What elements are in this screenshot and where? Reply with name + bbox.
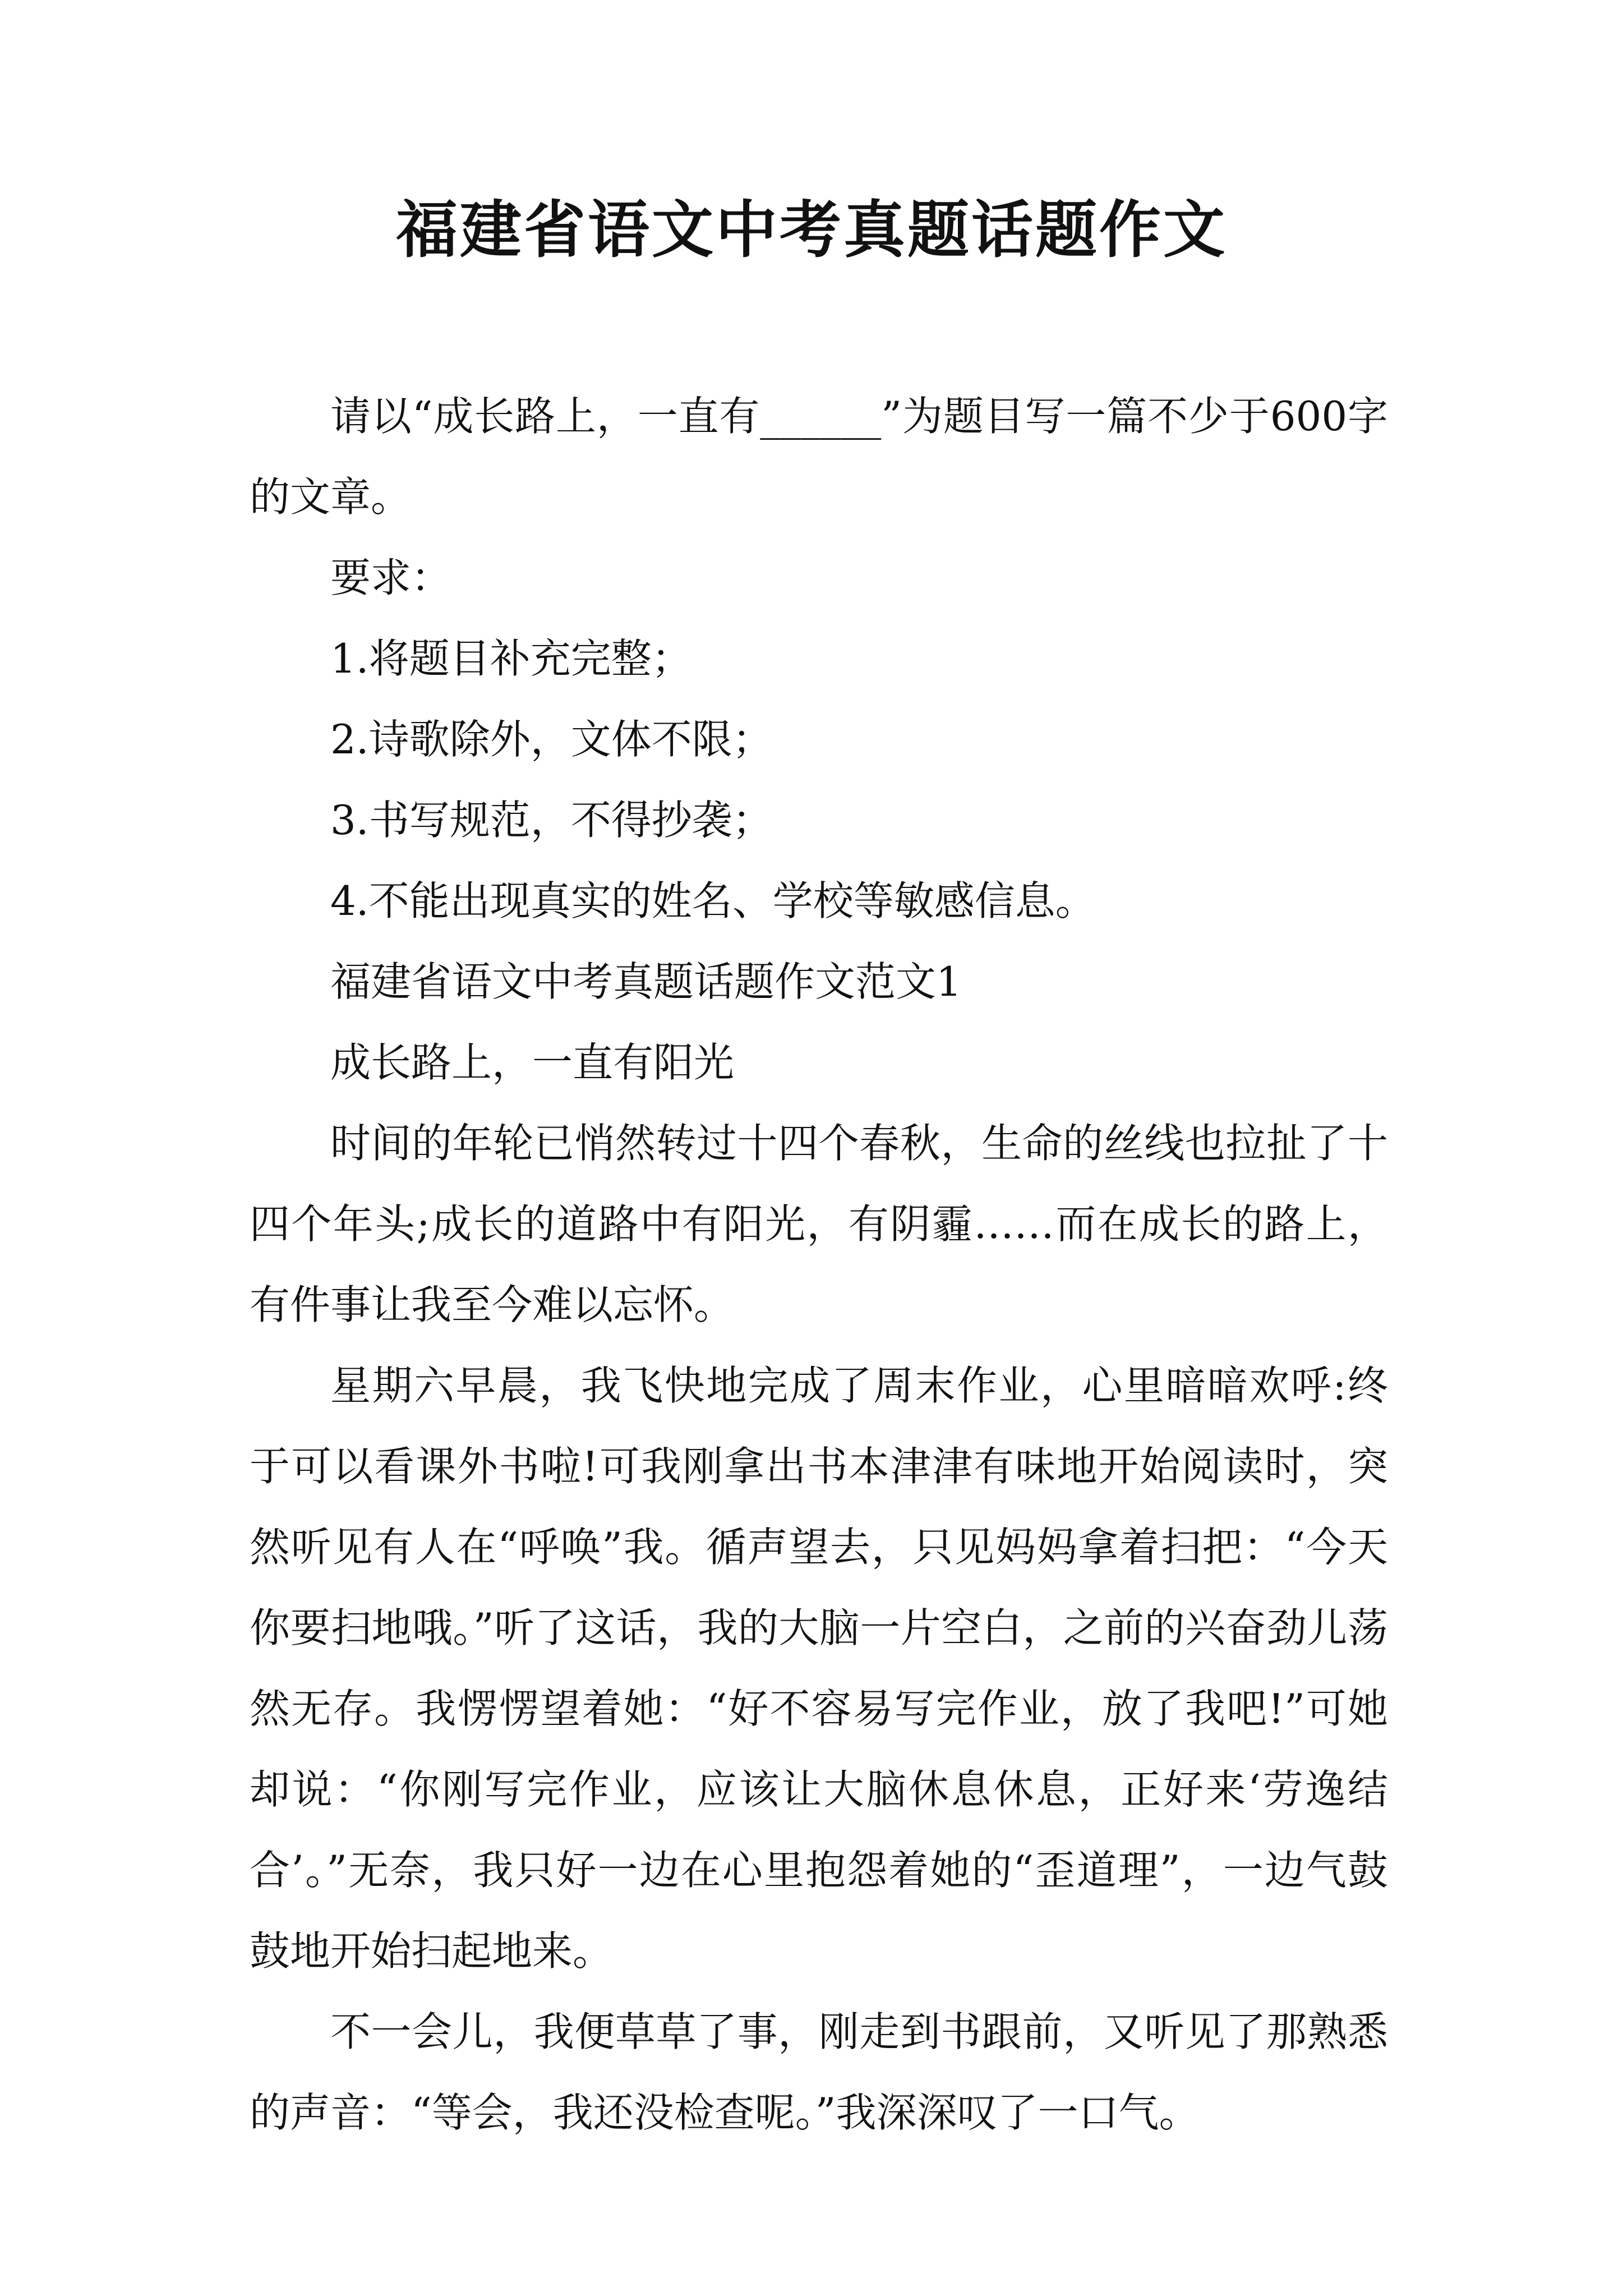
requirements-heading: 要求： bbox=[330, 554, 452, 601]
document-body bbox=[250, 376, 1388, 2153]
requirement-item-3: 3.书写规范，不得抄袭； bbox=[330, 797, 773, 844]
requirement-item-4: 4.不能出现真实的姓名、学校等敏感信息。 bbox=[330, 877, 1096, 924]
prompt-paragraph: 请以“成长路上，一直有______”为题目写一篇不少于600字的文章。 bbox=[250, 393, 1388, 521]
essay-paragraph-1: 时间的年轮已悄然转过十四个春秋，生命的丝线也拉扯了十四个年头;成长的道路中有阳光，有阴霾……而在成长的路上，有件事让我至今难以忘怀。 bbox=[250, 1120, 1388, 1328]
essay-title: 成长路上，一直有阳光 bbox=[330, 1039, 735, 1086]
requirement-item-1: 1.将题目补充完整； bbox=[330, 635, 692, 682]
essay-paragraph-2: 星期六早晨，我飞快地完成了周末作业，心里暗暗欢呼:终于可以看课外书啦!可我刚拿出书本津津有味地开始阅读时，突然听见有人在“呼唤”我。循声望去，只见妈妈拿着扫把：“今天你要扫地哦。”听了这话，我的大脑一片空白，之前的兴奋劲儿荡然无存。我愣愣望着她：“好不容易写完作业，放了我吧!”可她却说：“你刚写完作业，应该让大脑休息休息，正好来‘劳逸结合’。”无奈，我只好一边在心里抱怨着她的“歪道理”，一边气鼓鼓地开始扫起地来。 bbox=[250, 1362, 1388, 1975]
page-title: 福建省语文中考真题话题作文 bbox=[396, 194, 1227, 266]
sample-essay-heading: 福建省语文中考真题话题作文范文1 bbox=[330, 958, 962, 1005]
requirement-item-2: 2.诗歌除外，文体不限； bbox=[330, 716, 773, 763]
essay-paragraph-3: 不一会儿，我便草草了事，刚走到书跟前，又听见了那熟悉的声音：“等会，我还没检查呢。”我深深叹了一口气。 bbox=[250, 2008, 1388, 2136]
